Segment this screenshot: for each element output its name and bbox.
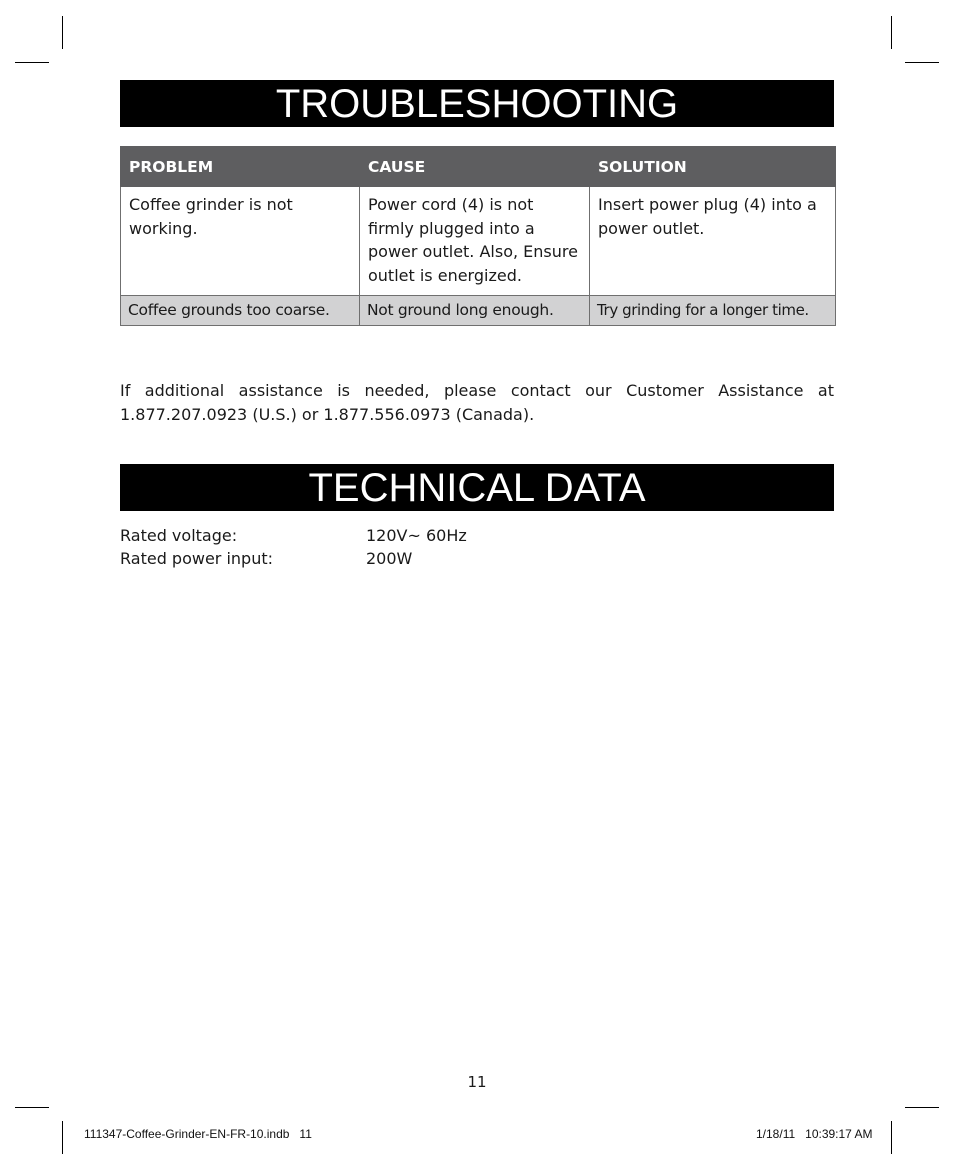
table-row [121,296,836,326]
table-header-row [121,147,836,187]
cause-cell: Power cord (4) is not firmly plugged into a power outlet. Also, Ensure outlet is energized. [360,187,590,296]
spec-value-power: 200W [366,549,413,568]
assistance-paragraph: If additional assistance is needed, please contact our Customer Assistance at 1.877.207.0923 (U.S.) or 1.877.556.0973 (Canada). [120,381,834,424]
crop-mark [891,1121,892,1154]
solution-cell: Try grinding for a longer time. [590,296,836,326]
table-row [121,187,836,296]
crop-mark [905,62,939,63]
crop-mark [62,1121,63,1154]
crop-mark [905,1107,939,1108]
spec-label-voltage: Rated voltage: [120,526,238,545]
spec-label-power: Rated power input: [120,549,274,568]
troubleshooting-title: TROUBLESHOOTING [120,80,834,127]
crop-mark [15,1107,49,1108]
crop-mark [15,62,49,63]
problem-cell: Coffee grounds too coarse. [121,296,360,326]
problem-cell: Coffee grinder is not working. [121,187,360,296]
spec-value-voltage: 120V~ 60Hz [366,526,467,545]
cause-cell: Not ground long enough. [360,296,590,326]
header-cause: CAUSE [360,147,590,187]
page-number: 11 [467,1073,487,1091]
solution-cell: Insert power plug (4) into a power outlet. [590,187,836,296]
header-solution: SOLUTION [590,147,836,187]
crop-mark [62,16,63,49]
technical-data-title: TECHNICAL DATA [120,464,834,511]
crop-mark [891,16,892,49]
troubleshooting-table [120,146,836,326]
header-problem: PROBLEM [121,147,360,187]
footer-timestamp: 1/18/11 10:39:17 AM [756,1127,873,1141]
footer-file-info: 111347-Coffee-Grinder-EN-FR-10.indb 11 [84,1127,312,1141]
